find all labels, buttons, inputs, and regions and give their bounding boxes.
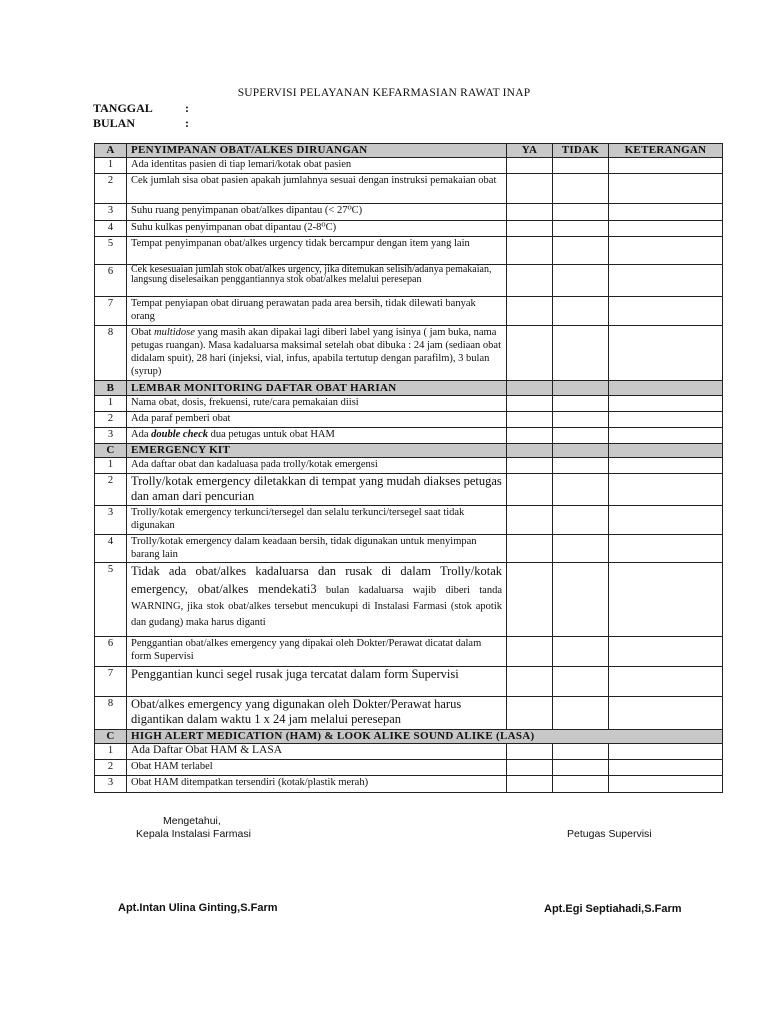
row-text: Suhu kulkas penyimpanan obat dipantau (2-8⁰C) [127,221,507,237]
section-title: PENYIMPANAN OBAT/ALKES DIRUANGAN [127,144,507,158]
row-number: 6 [95,637,127,667]
table-row [95,265,723,297]
row-text: Ada Daftar Obat HAM & LASA [127,744,507,760]
row-text-emphasis: multidose [154,327,195,338]
table-row [95,776,723,793]
row-text: Obat/alkes emergency yang digunakan oleh Dokter/Perawat harus digantikan dalam waktu 1 x 24 jam melalui peresepan [127,697,507,730]
keterangan-cell[interactable] [609,506,723,535]
keterangan-cell[interactable] [609,174,723,204]
table-row [95,221,723,237]
row-text-pre: Tidak ada obat/alkes kadaluarsa dan rusak di dalam Trolly/kotak emergency, obat/alkes mendekati3 [131,564,502,596]
section-header-b [95,381,723,396]
table-row [95,204,723,221]
tidak-cell[interactable] [553,697,609,730]
keterangan-cell[interactable] [609,237,723,265]
kepala-role: Kepala Instalasi Farmasi [136,828,251,840]
table-row [95,174,723,204]
table-row [95,326,723,381]
keterangan-cell[interactable] [609,637,723,667]
tidak-cell[interactable] [553,297,609,326]
row-number: 1 [95,396,127,412]
ya-cell[interactable] [507,667,553,697]
row-number: 3 [95,506,127,535]
row-number: 4 [95,221,127,237]
keterangan-cell[interactable] [609,458,723,474]
row-number: 1 [95,458,127,474]
row-text: Tempat penyiapan obat diruang perawatan pada area bersih, tidak dilewati banyak orang [127,297,507,326]
kepala-name: Apt.Intan Ulina Ginting,S.Farm [118,902,278,914]
table-row [95,506,723,535]
ya-cell[interactable] [507,412,553,428]
ya-cell[interactable] [507,458,553,474]
section-letter: A [95,144,127,158]
keterangan-cell[interactable] [609,326,723,381]
table-row [95,428,723,444]
ya-cell[interactable] [507,265,553,297]
section-letter: C [95,730,127,744]
tidak-cell[interactable] [553,204,609,221]
section-letter: B [95,381,127,396]
tidak-cell[interactable] [553,396,609,412]
table-row [95,474,723,506]
tanggal-colon: : [185,101,189,115]
table-row [95,158,723,174]
row-text-pre: Obat [131,327,155,338]
row-text: Ada paraf pemberi obat [127,412,507,428]
row-number: 5 [95,563,127,637]
ya-cell[interactable] [507,326,553,381]
tidak-cell[interactable] [553,744,609,760]
row-text-pre: Ada [131,429,152,440]
keterangan-cell[interactable] [609,697,723,730]
ya-cell[interactable] [507,428,553,444]
row-text: Suhu ruang penyimpanan obat/alkes dipantau (< 27⁰C) [127,204,507,221]
row-number: 7 [95,297,127,326]
table-row [95,744,723,760]
section-header-a [95,144,723,158]
row-number: 4 [95,535,127,563]
ya-cell[interactable] [507,237,553,265]
row-text-emphasis: double check [151,429,208,440]
ya-cell[interactable] [507,744,553,760]
page-title: SUPERVISI PELAYANAN KEFARMASIAN RAWAT INAP [237,87,531,99]
tidak-cell[interactable] [553,428,609,444]
row-number: 3 [95,204,127,221]
ya-cell[interactable] [507,506,553,535]
row-number: 7 [95,667,127,697]
keterangan-cell[interactable] [609,297,723,326]
row-number: 5 [95,237,127,265]
tidak-cell[interactable] [553,174,609,204]
row-text: Ada identitas pasien di tiap lemari/kotak obat pasien [127,158,507,174]
keterangan-cell[interactable] [609,221,723,237]
keterangan-cell[interactable] [609,204,723,221]
bulan-colon: : [185,116,189,130]
row-text: Penggantian obat/alkes emergency yang dipakai oleh Dokter/Perawat dicatat dalam form Supervisi [127,637,507,667]
row-text: Obat HAM ditempatkan tersendiri (kotak/plastik merah) [127,776,507,793]
table-row [95,535,723,563]
section-title: EMERGENCY KIT [127,444,507,458]
row-number: 2 [95,412,127,428]
row-text: Tempat penyimpanan obat/alkes urgency tidak bercampur dengan item yang lain [127,237,507,265]
table-row [95,458,723,474]
row-number: 2 [95,760,127,776]
tidak-cell[interactable] [553,760,609,776]
row-number: 3 [95,776,127,793]
row-text: Ada daftar obat dan kadaluasa pada trolly/kotak emergensi [127,458,507,474]
row-text: Trolly/kotak emergency dalam keadaan bersih, tidak digunakan untuk menyimpan barang lain [127,535,507,563]
tidak-cell[interactable] [553,265,609,297]
row-number: 1 [95,158,127,174]
tidak-cell[interactable] [553,158,609,174]
ya-cell[interactable] [507,396,553,412]
mengetahui-label: Mengetahui, [163,815,221,827]
row-text: Nama obat, dosis, frekuensi, rute/cara pemakaian diisi [127,396,507,412]
ya-cell[interactable] [507,563,553,637]
row-text: Penggantian kunci segel rusak juga tercatat dalam form Supervisi [127,667,507,697]
tanggal-label: TANGGAL [93,101,153,115]
ya-cell[interactable] [507,697,553,730]
row-number: 2 [95,474,127,506]
ya-cell[interactable] [507,158,553,174]
col-ya-header: YA [507,144,553,158]
row-number: 2 [95,174,127,204]
row-text-rest: dua petugas untuk obat HAM [208,429,335,440]
row-text: Cek kesesuaian jumlah stok obat/alkes urgency, jika ditemukan selisih/adanya pemakaian, langsung diselesaikan penggantiannya stok obat/alkes melalui peresepan [127,265,507,297]
section-letter: C [95,444,127,458]
tidak-cell[interactable] [553,667,609,697]
section-title: LEMBAR MONITORING DAFTAR OBAT HARIAN [127,381,507,396]
table-row [95,237,723,265]
keterangan-cell[interactable] [609,265,723,297]
table-row [95,637,723,667]
keterangan-cell[interactable] [609,744,723,760]
ya-cell[interactable] [507,204,553,221]
ya-cell[interactable] [507,760,553,776]
keterangan-cell[interactable] [609,412,723,428]
keterangan-cell[interactable] [609,474,723,506]
table-row [95,563,723,637]
tidak-cell[interactable] [553,637,609,667]
ya-cell[interactable] [507,637,553,667]
row-text: Cek jumlah sisa obat pasien apakah jumlahnya sesuai dengan instruksi pemakaian obat [127,174,507,204]
ya-cell[interactable] [507,174,553,204]
petugas-role: Petugas Supervisi [567,828,652,840]
bulan-field [93,116,189,131]
ya-cell[interactable] [507,474,553,506]
tidak-cell[interactable] [553,237,609,265]
row-text [127,563,507,637]
petugas-name: Apt.Egi Septiahadi,S.Farm [544,903,682,915]
tidak-cell[interactable] [553,412,609,428]
row-text-rest: bulan kadaluarsa wajib diberi tanda WARNING, jika stok obat/alkes tersebut mencukupi di Instalasi Farmasi (stok apotik dan gudang) maka harus diganti [131,585,503,628]
row-text: Trolly/kotak emergency diletakkan di tempat yang mudah diakses petugas dan aman dari pencurian [127,474,507,506]
table-row [95,760,723,776]
ya-cell[interactable] [507,776,553,793]
table-row [95,297,723,326]
row-number: 8 [95,326,127,381]
tidak-cell[interactable] [553,776,609,793]
tidak-cell[interactable] [553,326,609,381]
keterangan-cell[interactable] [609,396,723,412]
section-header-ham [95,730,723,744]
row-text [127,428,507,444]
checklist-table [94,143,723,793]
keterangan-cell[interactable] [609,428,723,444]
row-number: 3 [95,428,127,444]
table-row [95,697,723,730]
tidak-cell[interactable] [553,458,609,474]
table-row [95,412,723,428]
table-row [95,396,723,412]
row-text: Trolly/kotak emergency terkunci/tersegel dan selalu terkunci/tersegel saat tidak digunakan [127,506,507,535]
col-tidak-header: TIDAK [553,144,609,158]
keterangan-cell[interactable] [609,535,723,563]
ya-cell[interactable] [507,297,553,326]
section-header-c [95,444,723,458]
section-title: HIGH ALERT MEDICATION (HAM) & LOOK ALIKE SOUND ALIKE (LASA) [127,730,723,744]
col-keterangan-header: KETERANGAN [609,144,723,158]
row-text: Obat HAM terlabel [127,760,507,776]
ya-cell[interactable] [507,221,553,237]
row-text-rest: yang masih akan dipakai lagi diberi label yang isinya ( jam buka, nama petugas ruangan). Masa kadaluarsa maksimal setelah obat dibuka : 24 jam (sediaan obat didalam spuit), 28 hari (injeksi, vial, infus, apabila tertutup dengan parafilm), 3 bulan (syrup) [131,327,502,377]
tidak-cell[interactable] [553,221,609,237]
keterangan-cell[interactable] [609,158,723,174]
ya-cell[interactable] [507,535,553,563]
row-number: 6 [95,265,127,297]
tidak-cell[interactable] [553,506,609,535]
row-number: 8 [95,697,127,730]
keterangan-cell[interactable] [609,667,723,697]
bulan-label: BULAN [93,116,136,130]
tidak-cell[interactable] [553,563,609,637]
keterangan-cell[interactable] [609,563,723,637]
row-text [127,326,507,381]
tidak-cell[interactable] [553,535,609,563]
table-row [95,667,723,697]
tidak-cell[interactable] [553,474,609,506]
keterangan-cell[interactable] [609,760,723,776]
tanggal-field [93,101,189,116]
keterangan-cell[interactable] [609,776,723,793]
row-number: 1 [95,744,127,760]
